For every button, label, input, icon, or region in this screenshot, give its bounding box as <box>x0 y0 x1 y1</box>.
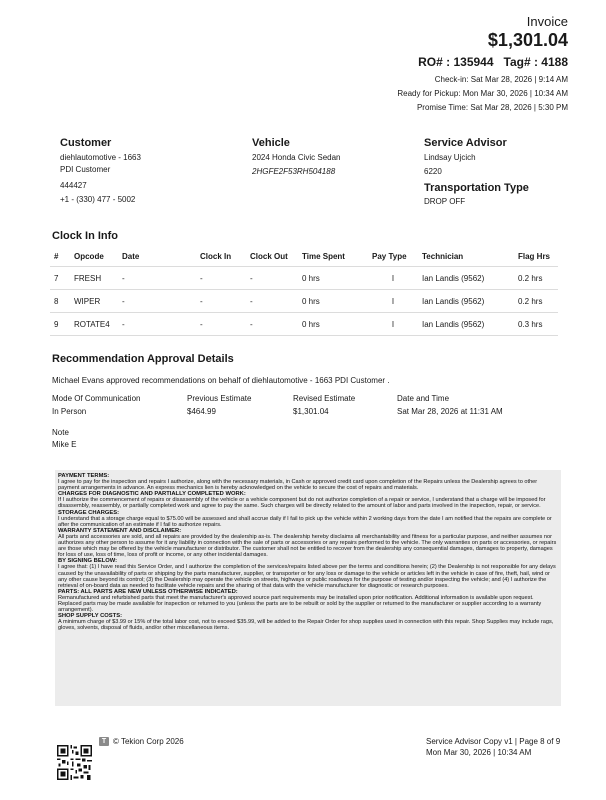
cell-pay-type: I <box>368 267 418 290</box>
cell-flag-hrs: 0.2 hrs <box>514 290 558 313</box>
shop-supply-heading: SHOP SUPPLY COSTS: <box>58 613 123 620</box>
ro-tag-line: RO# : 135944 Tag# : 4188 <box>418 55 568 69</box>
col-header-pay-type: Pay Type <box>372 251 407 261</box>
clock-in-heading: Clock In Info <box>52 230 118 242</box>
note-value: Mike E <box>52 440 77 449</box>
vehicle-model: 2024 Honda Civic Sedan <box>252 153 341 162</box>
cell-clock-out: - <box>246 290 298 313</box>
payment-terms-text: I agree to pay for the inspection and repairs I authorize, along with the necessary materials, in Cash or approved credit card upon completion of the Repairs unless the Dealership agrees to other payment arrangements in advance. An express mechanics lien is hereby acknowledged on the vehicle to secure the cost of repairs and materials. <box>58 479 538 492</box>
vehicle-heading: Vehicle <box>252 137 290 149</box>
cell-opcode: ROTATE4 <box>70 313 118 336</box>
storage-charges-text: I understand that a storage charge equal to $75.00 will be assessed and shall accrue daily if I fail to pick up the vehicle within 2 working days from the date I am notified that the repairs are complete or after the communication of an estimate if I fail to authorize repairs. <box>58 515 552 528</box>
col-header-date: Date <box>122 251 140 261</box>
col-header-technician: Technician <box>422 251 464 261</box>
cell-date: - <box>118 313 196 336</box>
previous-estimate-label: Previous Estimate <box>187 394 252 403</box>
parts-text: Remanufactured and refurbished parts that meet the manufacturer's approved source part requirements may be installed upon prior notification. Additional information is available upon request. Replaced parts may be made available for inspection or returned to you (unless the parts are to be rebuilt or sold by the supplier or returned to the manufacturer or supplier according to a warranty arrangement). <box>58 594 542 614</box>
customer-name-2: PDI Customer <box>60 165 111 174</box>
mode-label: Mode Of Communication <box>52 394 141 403</box>
cell-opcode: FRESH <box>70 267 118 290</box>
storage-charges-heading: STORAGE CHARGES: <box>58 509 120 516</box>
recommendation-heading: Recommendation Approval Details <box>52 353 234 365</box>
date-time-value: Sat Mar 28, 2026 at 11:31 AM <box>397 407 503 416</box>
invoice-total: $1,301.04 <box>487 30 568 50</box>
invoice-label: Invoice <box>526 14 568 29</box>
table-row <box>50 290 558 313</box>
cell-technician: Ian Landis (9562) <box>418 290 514 313</box>
ready-for-pickup-time: Ready for Pickup: Mon Mar 30, 2026 | 10:34 AM <box>397 89 568 98</box>
copy-page-text: Service Advisor Copy v1 | Page 8 of 9 <box>426 737 561 746</box>
previous-estimate-value: $464.99 <box>187 407 216 416</box>
copyright-text: © Tekion Corp 2026 <box>113 737 184 746</box>
terms-text <box>58 473 558 631</box>
table-row <box>50 267 558 290</box>
col-header-opcode: Opcode <box>74 251 104 261</box>
cell-clock-in: - <box>196 267 246 290</box>
printed-time-text: Mon Mar 30, 2026 | 10:34 AM <box>426 748 532 757</box>
cell-pay-type: I <box>368 290 418 313</box>
check-in-time: Check-in: Sat Mar 28, 2026 | 9:14 AM <box>434 75 568 84</box>
advisor-name: Lindsay Ujcich <box>424 153 476 162</box>
signing-text: I agree that: (1) I have read this Service Order, and I authorize the completion of the services/repairs listed above per the terms and conditions herein; (2) the Dealership is not responsible for any delays caused by the unavailability of parts or shipping by the parts manufacturer, supplier, or transporter or for any loss or damage to the vehicle or articles left in the vehicle in case of fire, theft, hail, wind or any other cause beyond its control; (3) the Dealership may operate the vehicle on streets, highways or public roadways for the purpose of testing and/or inspecting the vehicle; and (4) I authorize the retrieval of on-board data as needed to facilitate vehicle repairs and the sharing of that data with the vehicle manufacturer for diagnostic or research purposes. <box>58 564 556 589</box>
revised-estimate-label: Revised Estimate <box>293 394 356 403</box>
col-header-clock-out: Clock Out <box>250 251 288 261</box>
cell-number: 9 <box>50 313 70 336</box>
col-header-time-spent: Time Spent <box>302 251 345 261</box>
promise-time: Promise Time: Sat Mar 28, 2026 | 5:30 PM <box>416 103 568 112</box>
cell-date: - <box>118 290 196 313</box>
clock-in-table <box>50 246 558 336</box>
service-advisor-heading: Service Advisor <box>424 137 507 149</box>
col-header-number: # <box>54 251 59 261</box>
revised-estimate-value: $1,301.04 <box>293 407 329 416</box>
signing-heading: BY SIGNING BELOW: <box>58 558 118 565</box>
warranty-text: All parts and accessories are sold, and all repairs are provided by the dealership as-is. The dealership hereby disclaims all merchantability and fitness for a particular purpose, and neither assumes nor authorizes any other person to assume for it any liability in connection with the sale of parts or accessories or any repairs performed to the vehicle. The only warranties on parts or accessories, or repairs are those which may be offered by the vehicle manufacturer or distributor. The customer shall not be entitled to recover from the dealership any consequential damages, damages to property, damages for loss of use, loss of time, loss of profit or income, or any other incidental damages. <box>58 533 557 559</box>
recommendation-statement: Michael Evans approved recommendations on behalf of diehlautomotive - 1663 PDI Customer . <box>52 376 390 385</box>
note-label: Note <box>52 428 69 437</box>
shop-supply-text: A minimum charge of $3.99 or 15% of the total labor cost, not to exceed $35.99, will be added to the Repair Order for shop supplies used in connection with this repair. Shop Supplies may include rags, gloves, solvents, disposal of fluids, and/or other miscellaneous items. <box>58 619 554 632</box>
table-header-row <box>50 246 558 267</box>
diagnostic-charges-heading: CHARGES FOR DIAGNOSTIC AND PARTIALLY COMPLETED WORK: <box>58 491 246 498</box>
tekion-logo-icon: T <box>99 737 109 746</box>
mode-value: In Person <box>52 407 87 416</box>
col-header-clock-in: Clock In <box>200 251 232 261</box>
cell-flag-hrs: 0.2 hrs <box>514 267 558 290</box>
customer-id: 444427 <box>60 181 87 190</box>
cell-clock-in: - <box>196 313 246 336</box>
qr-code-icon <box>57 745 92 780</box>
cell-clock-out: - <box>246 267 298 290</box>
warranty-heading: WARRANTY STATEMENT AND DISCLAIMER: <box>58 527 182 534</box>
cell-date: - <box>118 267 196 290</box>
cell-number: 7 <box>50 267 70 290</box>
customer-phone: +1 - (330) 477 - 5002 <box>60 195 136 204</box>
vehicle-block <box>252 152 341 178</box>
table-row <box>50 313 558 336</box>
payment-terms-heading: PAYMENT TERMS: <box>58 473 110 479</box>
cell-number: 8 <box>50 290 70 313</box>
cell-time-spent: 0 hrs <box>298 313 368 336</box>
cell-clock-out: - <box>246 313 298 336</box>
date-time-label: Date and Time <box>397 394 450 403</box>
vehicle-vin: 2HGFE2F53RH504188 <box>252 167 336 176</box>
transportation-type: DROP OFF <box>424 197 466 206</box>
advisor-id: 6220 <box>424 167 442 176</box>
customer-heading: Customer <box>60 137 112 149</box>
cell-technician: Ian Landis (9562) <box>418 267 514 290</box>
col-header-flag-hrs: Flag Hrs <box>518 251 551 261</box>
parts-heading: PARTS: ALL PARTS ARE NEW UNLESS OTHERWISE INDICATED: <box>58 588 238 595</box>
advisor-block <box>424 152 476 178</box>
diagnostic-charges-text: If I authorize the commencement of repairs or disassembly of the vehicle or a vehicle component but do not authorize completion of a repair or service, I understand that a charge will be imposed for disassembly, reassembly, or partially completed work and agree to pay the same. Such charges will be directly related to the amount of labor and parts involved in the inspection, repair, or service. <box>58 497 546 510</box>
cell-time-spent: 0 hrs <box>298 267 368 290</box>
cell-pay-type: I <box>368 313 418 336</box>
cell-technician: Ian Landis (9562) <box>418 313 514 336</box>
customer-name: diehlautomotive - 1663 <box>60 153 141 162</box>
transportation-heading: Transportation Type <box>424 182 529 194</box>
cell-opcode: WIPER <box>70 290 118 313</box>
customer-block <box>60 152 141 206</box>
cell-time-spent: 0 hrs <box>298 290 368 313</box>
cell-clock-in: - <box>196 290 246 313</box>
cell-flag-hrs: 0.3 hrs <box>514 313 558 336</box>
